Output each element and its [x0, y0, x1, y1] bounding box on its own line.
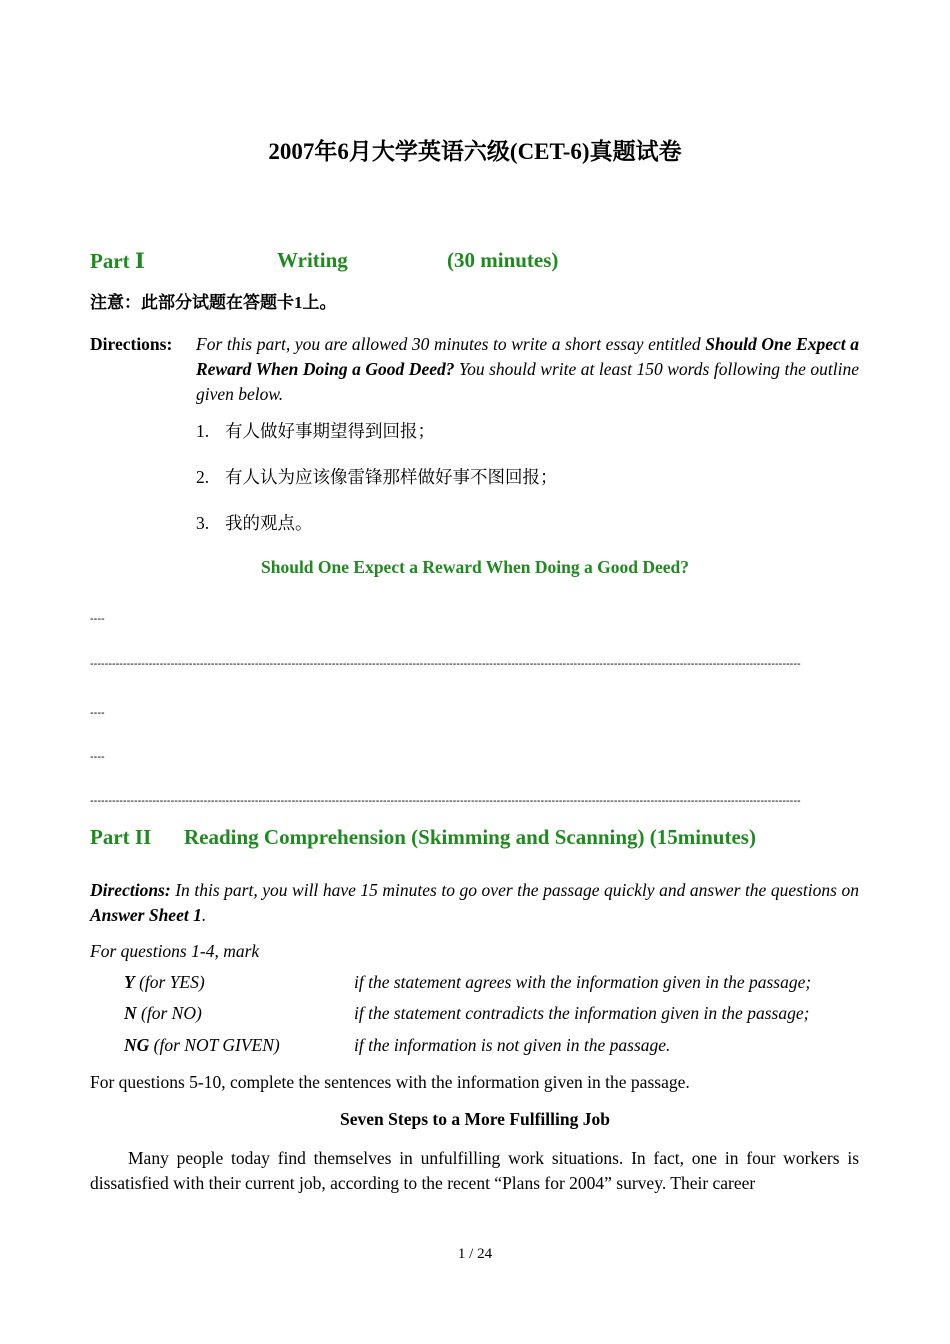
directions-text-part: For this part, you are allowed 30 minutes to write a short essay entitled [196, 334, 706, 354]
answer-key-desc: if the statement agrees with the information given in the passage; [354, 972, 812, 992]
part1-directions-label: Directions: [90, 334, 173, 354]
key-letter: N [124, 1003, 137, 1023]
part2-name: Reading Comprehension (Skimming and Scanning) (15minutes) [184, 825, 756, 849]
directions-text-part: . [201, 905, 207, 925]
part2-number: Part II [90, 825, 152, 849]
part1-name: Writing [277, 248, 348, 272]
part1-notice: 注意：此部分试题在答题卡1上。 [90, 293, 337, 312]
passage-title: Seven Steps to a More Fulfilling Job [340, 1109, 610, 1129]
writing-line: ---- [90, 752, 105, 763]
writing-line: -------------------------------------------------------------------------------------------------------------------------------------------------------------------------------------------------- [90, 796, 801, 807]
part2-directions [90, 878, 859, 928]
part1-number: Part Ⅰ [90, 249, 145, 273]
passage-paragraph: Many people today find themselves in unfulfilling work situations. In fact, one in four workers is dissatisfied with their current job, according to the recent “Plans for 2004” survey. Their career [90, 1148, 859, 1193]
outline-number: 3. [196, 513, 210, 533]
essay-topic-bold: Should One Expect a Reward When Doing a Good Deed? [196, 334, 859, 379]
writing-line: -------------------------------------------------------------------------------------------------------------------------------------------------------------------------------------------------- [90, 659, 801, 670]
key-meaning: (for YES) [134, 972, 205, 992]
outline-number: 1. [196, 421, 210, 441]
answer-key-label [124, 1003, 202, 1024]
key-letter: NG [124, 1035, 150, 1055]
answer-key-desc: if the statement contradicts the information given in the passage; [354, 1003, 810, 1023]
part2-heading [90, 825, 756, 850]
key-meaning: (for NO) [136, 1003, 202, 1023]
outline-item [196, 418, 435, 443]
outline-number: 2. [196, 467, 210, 487]
answer-key-desc: if the information is not given in the passage. [354, 1035, 671, 1055]
directions-text-part: You should write at least 150 words following the outline given below. [196, 359, 859, 404]
answer-sheet-bold: Answer Sheet 1 [90, 905, 202, 925]
outline-item [196, 464, 558, 489]
questions-5-10-instruction: For questions 5-10, complete the sentences with the information given in the passage. [90, 1072, 690, 1092]
part2-directions-label: Directions: [90, 880, 171, 900]
page-number: 1 / 24 [457, 1246, 493, 1262]
answer-key-label [124, 972, 205, 993]
part1-directions-text [196, 332, 859, 407]
writing-line: ---- [90, 614, 105, 625]
writing-line: ---- [90, 708, 105, 719]
questions-1-4-instruction: For questions 1-4, mark [90, 941, 260, 961]
outline-text: 有人做好事期望得到回报； [225, 421, 435, 441]
key-meaning: (for NOT GIVEN) [149, 1035, 280, 1055]
key-letter: Y [124, 972, 135, 992]
essay-title: Should One Expect a Reward When Doing a Good Deed? [261, 557, 689, 577]
outline-item [196, 510, 313, 535]
outline-text: 有人认为应该像雷锋那样做好事不图回报； [225, 467, 558, 487]
part1-time: (30 minutes) [447, 248, 559, 272]
exam-title: 2007年6月大学英语六级(CET-6)真题试卷 [268, 139, 682, 164]
answer-key-label [124, 1035, 280, 1056]
outline-text: 我的观点。 [225, 513, 313, 533]
directions-text-part: In this part, you will have 15 minutes to go over the passage quickly and answer the questions on [170, 880, 859, 900]
